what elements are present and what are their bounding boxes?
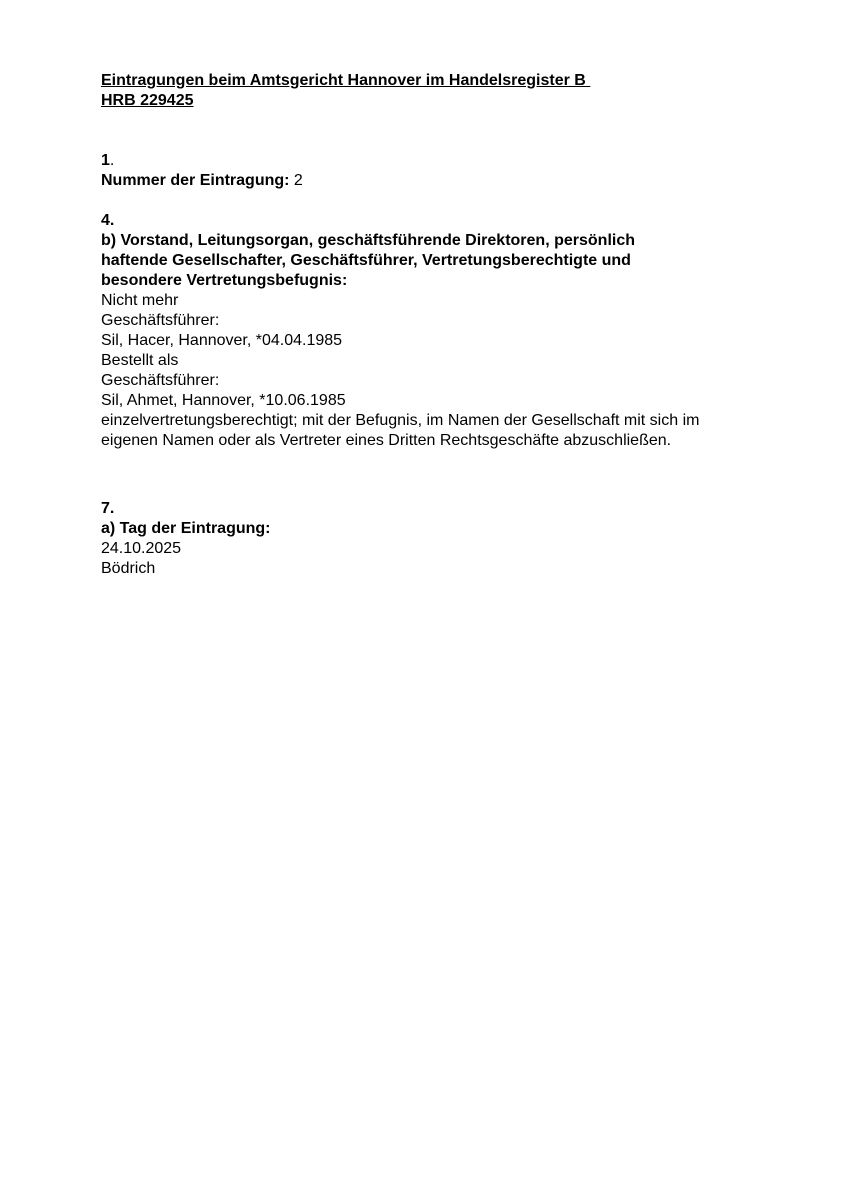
section-1-number	[101, 151, 781, 171]
section-4-content-line-2: Geschäftsführer:	[101, 312, 220, 329]
section-7-number: 7.	[101, 500, 115, 517]
section-7	[101, 499, 781, 579]
spacer	[101, 191, 781, 211]
section-4-content-line-7: einzelvertretungsberechtigt; mit der Befugnis, im Namen der Gesellschaft mit sich im	[101, 412, 700, 429]
section-4-content-line-3: Sil, Hacer, Hannover, *04.04.1985	[101, 332, 343, 349]
clerk-name: Bödrich	[101, 560, 156, 577]
document-title: Eintragungen beim Amtsgericht Hannover im Handelsregister B	[101, 72, 591, 89]
section-1-number-digit: 1	[101, 152, 110, 169]
section-4	[101, 211, 781, 451]
section-4-content-line-8: eigenen Namen oder als Vertreter eines Dritten Rechtsgeschäfte abzuschließen.	[101, 432, 672, 449]
spacer	[101, 451, 781, 499]
section-4-content-line-4: Bestellt als	[101, 352, 179, 369]
entry-number-label: Nummer der Eintragung:	[101, 172, 290, 189]
spacer	[101, 111, 781, 151]
section-4-content-line-1: Nicht mehr	[101, 292, 179, 309]
section-1	[101, 151, 781, 191]
document-page	[101, 71, 781, 579]
entry-number-value: 2	[289, 172, 303, 189]
section-1-number-dot: .	[109, 152, 115, 169]
section-4-heading-line-1: b) Vorstand, Leitungsorgan, geschäftsführende Direktoren, persönlich	[101, 232, 635, 249]
section-4-content-line-6: Sil, Ahmet, Hannover, *10.06.1985	[101, 392, 346, 409]
register-number: HRB 229425	[101, 92, 194, 109]
section-4-heading-line-2: haftende Gesellschafter, Geschäftsführer, Vertretungsberechtigte und	[101, 252, 631, 269]
section-4-number: 4.	[101, 212, 115, 229]
section-4-heading-line-3: besondere Vertretungsbefugnis:	[101, 272, 348, 289]
section-4-content-line-5: Geschäftsführer:	[101, 372, 220, 389]
entry-date-label: a) Tag der Eintragung:	[101, 520, 271, 537]
entry-date-value: 24.10.2025	[101, 540, 182, 557]
entry-number-line	[101, 171, 781, 191]
